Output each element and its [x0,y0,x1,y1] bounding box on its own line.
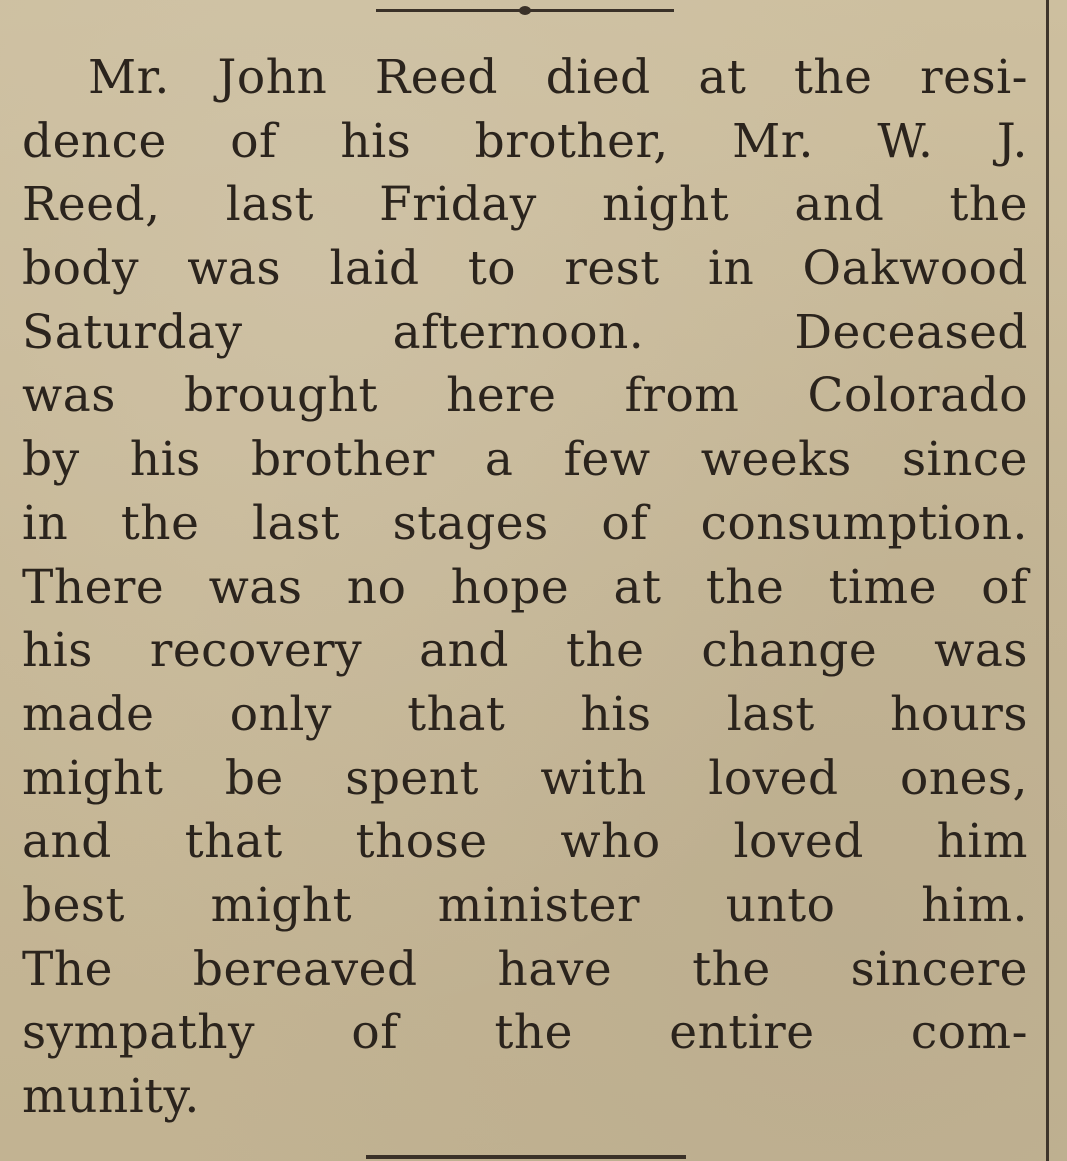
article-line: was brought here from Colorado [22,368,1028,424]
article-line: There was no hope at the time of [22,559,1028,615]
article-line: made only that his last hours [22,686,1028,742]
top-divider-ornament [519,6,531,15]
bottom-divider-rule [366,1155,686,1159]
article-line: Saturday afternoon. Deceased [22,304,1028,360]
article-line: The bereaved have the sincere [22,941,1028,997]
article-line: by his brother a few weeks since [22,432,1028,488]
article-line: his recovery and the change was [22,623,1028,679]
article-line: in the last stages of consumption. [22,495,1028,551]
article-line: sympathy of the entire com- [22,1005,1028,1061]
article-line: best might minister unto him. [22,877,1028,933]
article-line: and that those who loved him [22,814,1028,870]
article-line: might be spent with loved ones, [22,750,1028,806]
obituary-article [22,46,1028,1129]
article-line: Mr. John Reed died at the resi- [88,50,1028,105]
column-divider-rule [1046,0,1049,1161]
article-line: Reed, last Friday night and the [22,177,1028,233]
article-line: body was laid to rest in Oakwood [22,241,1028,297]
article-line: dence of his brother, Mr. W. J. [22,113,1028,169]
article-line: munity. [22,1069,200,1124]
